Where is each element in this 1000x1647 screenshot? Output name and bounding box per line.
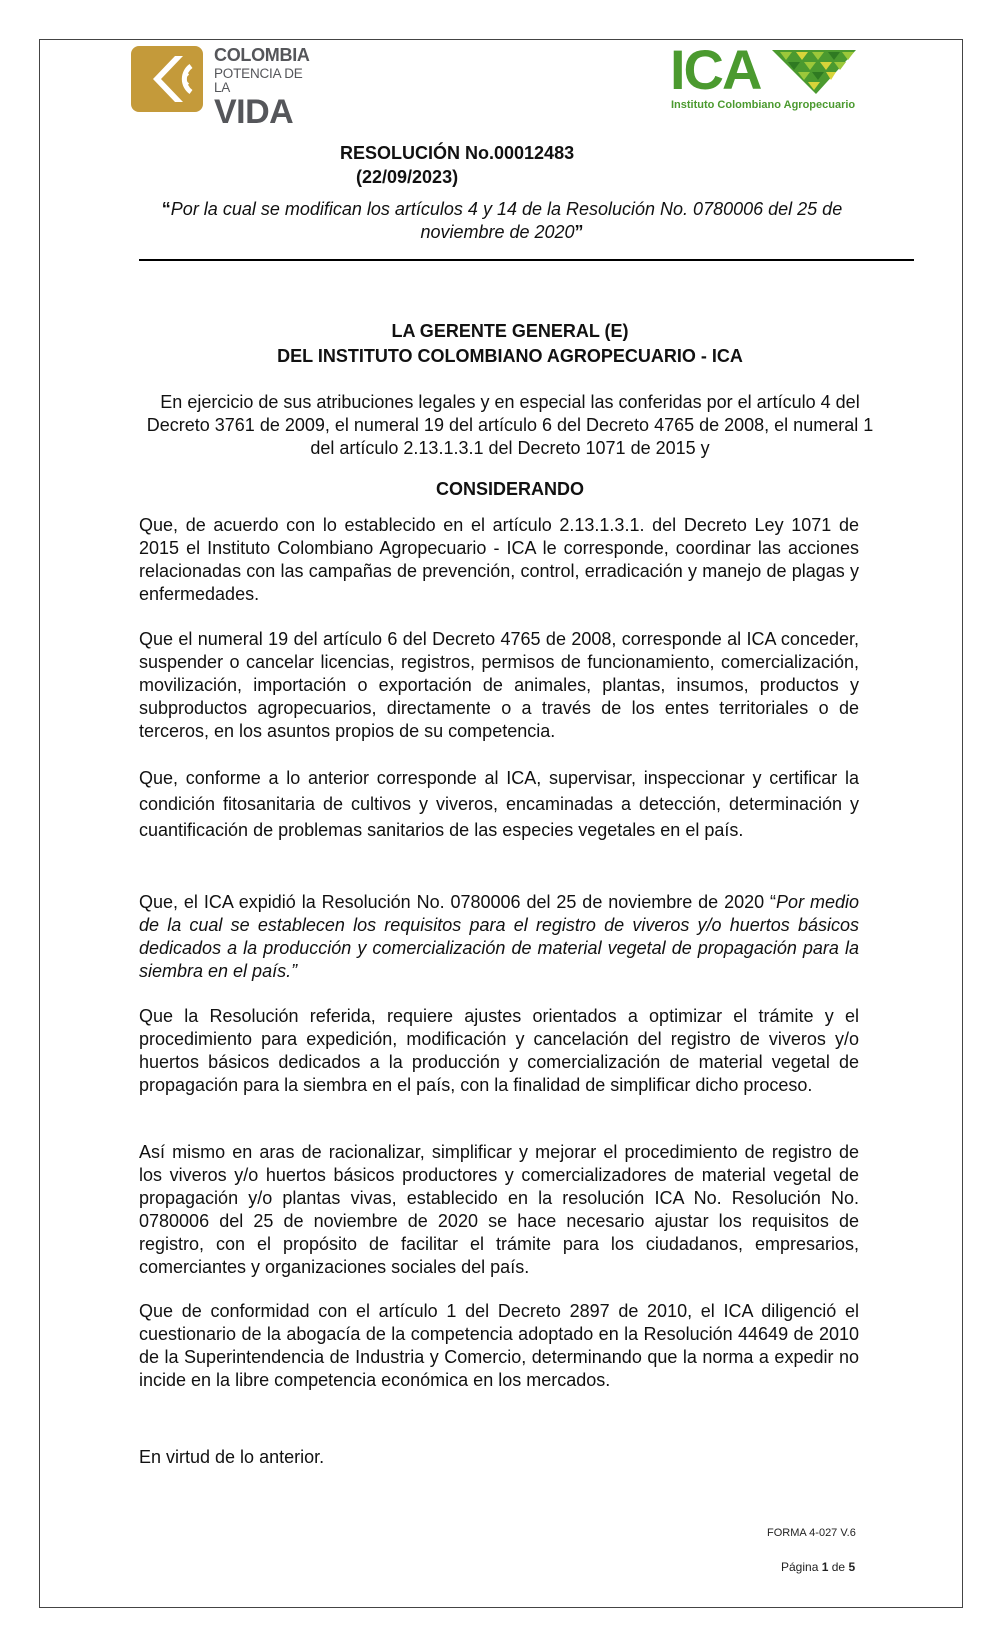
closing-statement: En virtud de lo anterior. <box>139 1447 325 1467</box>
header-divider <box>139 259 914 261</box>
page-number <box>781 1560 855 1574</box>
page-of-label: de <box>831 1560 846 1574</box>
colombia-potencia-icon <box>131 46 203 112</box>
consideration-paragraph-5: Que la Resolución referida, requiere ajustes orientados a optimizar el trámite y el procedimiento para expedición, modificación y cancelación del registro de viveros y/o huertos básicos dedicados a la producción y comercialización de material vegetal de propagación para la siembra en el país, con la finalidad de simplificar dicho proceso. <box>139 1006 859 1095</box>
ica-logo <box>670 38 860 116</box>
page-label: Página <box>781 1560 819 1574</box>
legal-powers-paragraph: En ejercicio de sus atribuciones legales y en especial las conferidas por el artículo 4 del Decreto 3761 de 2009, el numeral 19 del artículo 6 del Decreto 4765 de 2008, el numeral 1 del artículo 2.13.1.3.1 del Decreto 1071 de 2015 y <box>146 392 874 458</box>
logo-line-colombia: COLOMBIA <box>214 45 310 65</box>
logo-line-potencia: POTENCIA DE LA <box>214 66 303 95</box>
issuing-authority <box>140 319 880 369</box>
resolution-number: RESOLUCIÓN No.00012483 <box>340 143 575 163</box>
ica-wordmark: ICA <box>670 38 761 101</box>
subject-text: Por la cual se modifican los artículos 4 y 14 de la Resolución No. 0780006 del 25 de noviembre de 2020 <box>170 199 843 242</box>
resolution-subject <box>140 198 864 244</box>
consideration-paragraph-7: Que de conformidad con el artículo 1 del Decreto 2897 de 2010, el ICA diligenció el cuestionario de la abogacía de la competencia adoptado en la Resolución 44649 de 2010 de la Superintendencia de Industria y Comercio, determinando que la norma a expedir no incide en la libre competencia económica en los mercados. <box>139 1301 859 1390</box>
resolution-date: (22/09/2023) <box>356 167 459 187</box>
logo-line-vida: VIDA <box>214 93 294 131</box>
ica-subtitle: Instituto Colombiano Agropecuario <box>671 99 856 111</box>
page-total: 5 <box>848 1560 856 1574</box>
consideration-paragraph-3: Que, conforme a lo anterior corresponde al ICA, supervisar, inspeccionar y certificar la condición fitosanitaria de cultivos y viveros, encaminadas a detección, determinación y cuantificación de problemas sanitarios de las especies vegetales en el país. <box>139 768 859 840</box>
paragraph-4-quoted-title: Por medio de la cual se establecen los requisitos para el registro de viveros y/o huertos básicos dedicados a la producción y comercialización de material vegetal de propagación para la siembra en el país.” <box>139 892 859 981</box>
subject-open-quote: “ <box>161 199 171 219</box>
authority-line-1: LA GERENTE GENERAL (E) <box>391 321 629 341</box>
consideration-paragraph-2: Que el numeral 19 del artículo 6 del Decreto 4765 de 2008, corresponde al ICA conceder, suspender o cancelar licencias, registros, permisos de funcionamiento, comercialización, movilización, importación o exportación de animales, plantas, insumos, productos y subproductos agropecuarios, directamente o a través de los entes territoriales o de terceros, en los asuntos propios de su competencia. <box>139 629 859 741</box>
authority-line-2: DEL INSTITUTO COLOMBIANO AGROPECUARIO - ICA <box>277 346 743 366</box>
considerando-heading: CONSIDERANDO <box>435 479 584 499</box>
consideration-paragraph-6: Así mismo en aras de racionalizar, simplificar y mejorar el procedimiento de registro de los viveros y/o huertos básicos productores y comercializadores de material vegetal de propagación y/o plantas vivas, establecido en la resolución ICA No. Resolución No. 0780006 del 25 de noviembre de 2020 se hace necesario ajustar los requisitos de registro, con el propósito de facilitar el trámite para los ciudadanos, empresarios, comerciantes y organizaciones sociales del país. <box>139 1142 859 1277</box>
consideration-paragraph-4 <box>139 891 859 983</box>
colombia-potencia-wordmark <box>214 46 321 129</box>
subject-close-quote: ” <box>574 222 584 242</box>
page-current: 1 <box>821 1560 829 1574</box>
consideration-paragraph-1: Que, de acuerdo con lo establecido en el artículo 2.13.1.3.1. del Decreto Ley 1071 de 2015 el Instituto Colombiano Agropecuario - ICA le corresponde, coordinar las acciones relacionadas con las campañas de prevención, control, erradicación y manejo de plagas y enfermedades. <box>139 515 859 604</box>
form-code: FORMA 4-027 V.6 <box>767 1527 856 1539</box>
ica-leaf-icon <box>772 48 856 96</box>
colombia-potencia-logo <box>131 45 321 131</box>
paragraph-4-plain-text: Que, el ICA expidió la Resolución No. 0780006 del 25 de noviembre de 2020 “ <box>139 892 777 912</box>
